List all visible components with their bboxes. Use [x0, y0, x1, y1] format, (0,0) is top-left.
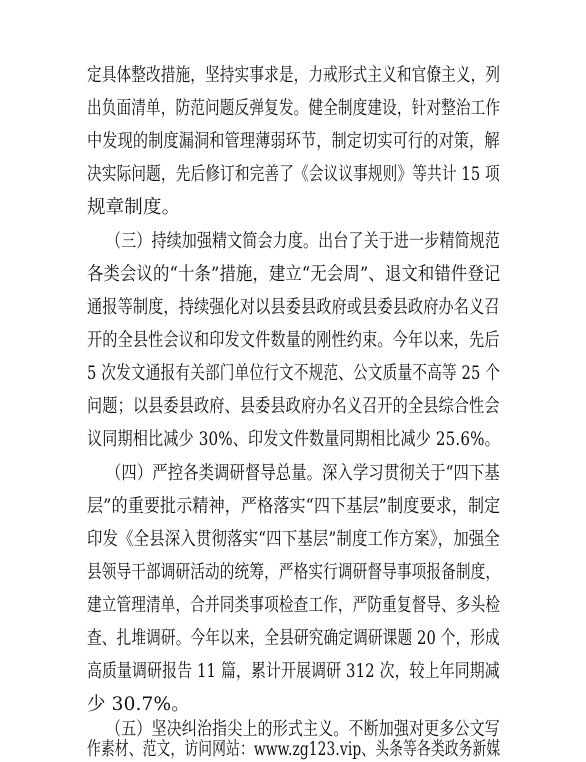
text-line: 中发现的制度漏洞和管理薄弱环节，制定切实可行的对策，解: [87, 131, 500, 152]
text-line: 作素材、范文，访问网站：www.zg123.vip、头条等各类政务新媒: [87, 739, 501, 760]
text-line: 层”的重要批示精神，严格落实“四下基层”制度要求，制定: [87, 496, 501, 517]
section-heading-line: （四）严控各类调研督导总量。深入学习贯彻关于“四下基: [106, 463, 500, 484]
text-line: 问题；以县委县政府、县委县政府办名义召开的全县综合性会: [87, 396, 500, 417]
text-line: 决实际问题，先后修订和完善了《会议议事规则》等共计 15 项: [87, 164, 500, 185]
text-line: 规章制度。: [87, 197, 181, 218]
text-line: 县领导干部调研活动的统筹，严格实行调研督导事项报备制度，: [87, 562, 501, 583]
section-heading-line: （五）坚决纠治指尖上的形式主义。不断加强对更多公文写: [106, 719, 500, 740]
text-line: 5 次发文通报有关部门单位行文不规范、公文质量不高等 25 个: [87, 363, 501, 384]
text-line: 通报等制度，持续强化对以县委县政府或县委县政府办名义召: [87, 297, 500, 318]
text-line: 议同期相比减少 30%、印发文件数量同期相比减少 25.6%。: [87, 429, 500, 450]
text-line: 查、扎堆调研。今年以来，全县研究确定调研课题 20 个，形成: [87, 628, 500, 649]
text-line: 出负面清单，防范问题反弹复发。健全制度建设，针对整治工作: [87, 98, 501, 119]
text-line: 少 30.7%。: [87, 694, 190, 715]
text-line: 建立管理清单，合并同类事项检查工作，严防重复督导、多头检: [87, 595, 501, 616]
text-line: 高质量调研报告 11 篇，累计开展调研 312 次，较上年同期减: [87, 661, 500, 682]
text-line: 定具体整改措施，坚持实事求是，力戒形式主义和官僚主义，列: [87, 65, 501, 86]
text-line: 开的全县性会议和印发文件数量的刚性约束。今年以来，先后: [87, 330, 500, 351]
text-line: 印发《全县深入贯彻落实“四下基层”制度工作方案》，加强全: [87, 529, 500, 550]
section-heading-line: （三）持续加强精文简会力度。出台了关于进一步精简规范: [106, 231, 500, 252]
text-line: 各类会议的“十条”措施，建立“无会周”、退文和错件登记: [87, 264, 501, 285]
